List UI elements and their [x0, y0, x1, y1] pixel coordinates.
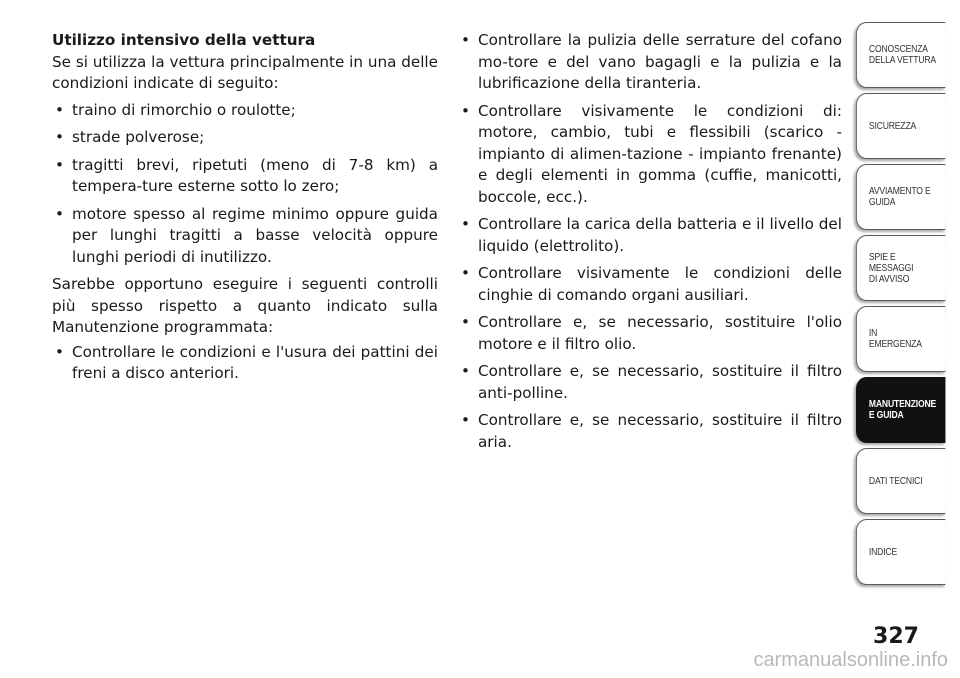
bullet-icon: •	[461, 264, 470, 282]
tab-conoscenza-della-vettura[interactable]: CONOSCENZA DELLA VETTURA	[856, 22, 945, 88]
list-item: • motore spesso al regime minimo oppure guida per lunghi tragitti a basse velocità oppure lunghi periodi di inutilizzo.	[55, 204, 438, 266]
left-column	[52, 30, 438, 391]
list-item: • Controllare visivamente le condizioni delle cinghie di comando organi ausiliari.	[461, 264, 842, 304]
tab-manutenzione-e-guida[interactable]: MANUTENZIONE E GUIDA	[856, 377, 945, 443]
list-item: • tragitti brevi, ripetuti (meno di 7-8 km) a tempera-ture esterne sotto lo zero;	[55, 155, 438, 195]
list-item: • Controllare la carica della batteria e il livello del liquido (elettrolito).	[461, 215, 842, 255]
tab-sicurezza[interactable]: SICUREZZA	[856, 93, 945, 159]
tab-spie-e-messaggi[interactable]: SPIE E MESSAGGI DI AVVISO	[856, 235, 945, 301]
intro-paragraph: Se si utilizza la vettura principalmente in una delle condizioni indicate di seguito:	[52, 52, 438, 92]
bullet-icon: •	[55, 342, 64, 361]
list-item: • Controllare e, se necessario, sostituire l'olio motore e il filtro olio.	[461, 313, 842, 353]
tab-in-emergenza[interactable]: IN EMERGENZA	[856, 306, 945, 372]
checks-list-left	[52, 342, 438, 385]
list-item: • Controllare e, se necessario, sostituire il filtro aria.	[461, 411, 842, 451]
watermark: carmanualsonline.info	[753, 649, 948, 671]
checks-paragraph: Sarebbe opportuno eseguire i seguenti controlli più spesso rispetto a quanto indicato sulla Manutenzione programmata:	[52, 275, 438, 336]
list-item: • Controllare e, se necessario, sostituire il filtro anti-polline.	[461, 362, 842, 402]
bullet-icon: •	[55, 128, 64, 146]
page-number: 327	[873, 624, 919, 649]
tab-avviamento-e-guida[interactable]: AVVIAMENTO E GUIDA	[856, 164, 945, 230]
bullet-icon: •	[461, 31, 470, 49]
conditions-list	[52, 100, 438, 269]
list-item: • strade polverose;	[52, 127, 438, 149]
bullet-icon: •	[55, 155, 64, 174]
bullet-icon: •	[461, 313, 470, 331]
chapter-tabs	[856, 22, 960, 590]
checks-list-right	[458, 30, 842, 453]
bullet-icon: •	[55, 100, 64, 119]
bullet-icon: •	[461, 215, 470, 233]
list-item: • Controllare le condizioni e l'usura dei pattini dei freni a disco anteriori.	[55, 342, 438, 382]
section-heading: Utilizzo intensivo della vettura	[52, 31, 316, 49]
list-item: • traino di rimorchio o roulotte;	[52, 100, 438, 122]
tab-dati-tecnici[interactable]: DATI TECNICI	[856, 448, 945, 514]
bullet-icon: •	[461, 101, 470, 120]
tab-indice[interactable]: INDICE	[856, 519, 945, 585]
bullet-icon: •	[55, 204, 64, 223]
right-column	[458, 30, 842, 459]
bullet-icon: •	[461, 411, 470, 429]
list-item: • Controllare visivamente le condizioni di: motore, cambio, tubi e flessibili (scarico - impianto di alimen-tazione - impianto frenante) e degli elementi in gomma (cuffie, manicotti, boccole, ecc.).	[461, 101, 842, 206]
bullet-icon: •	[461, 362, 470, 380]
list-item: • Controllare la pulizia delle serrature del cofano mo-tore e del vano bagagli e la pulizia e la lubrificazione della tiranteria.	[461, 31, 842, 92]
